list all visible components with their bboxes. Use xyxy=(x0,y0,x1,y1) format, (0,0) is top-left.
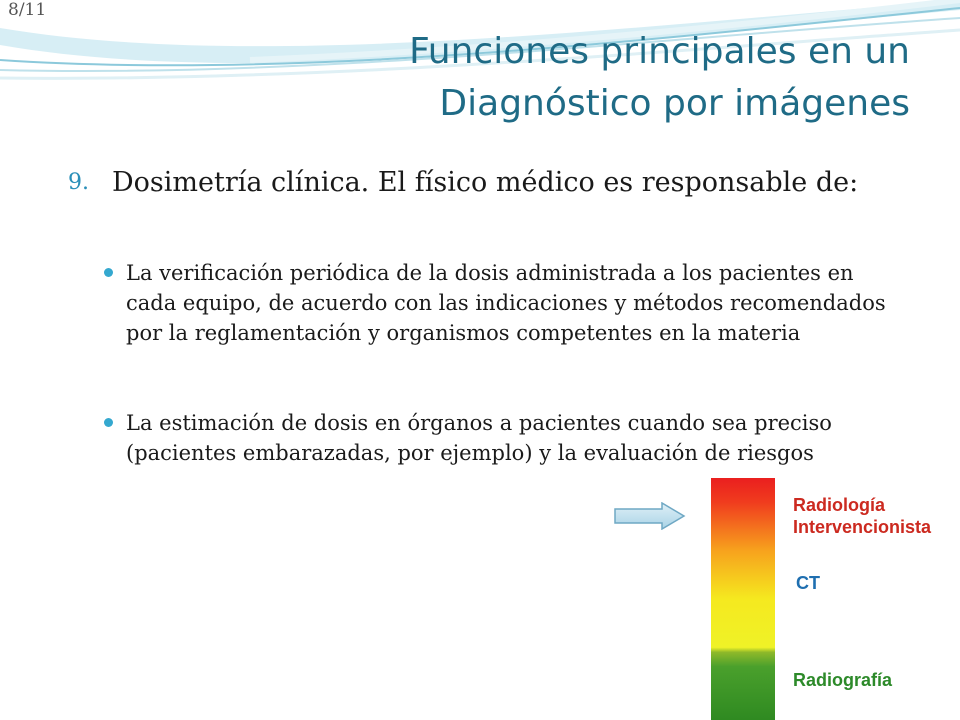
item-text: Dosimetría clínica. El físico médico es responsable de: xyxy=(112,167,859,198)
dose-label-low: Radiografía xyxy=(793,670,893,690)
slide-title-line-2: Diagnóstico por imágenes xyxy=(439,83,910,124)
numbered-item xyxy=(70,164,900,201)
right-arrow-icon xyxy=(614,502,686,530)
slide-title xyxy=(270,26,910,130)
dose-label-high xyxy=(793,494,931,538)
dose-label-high-line-1: Radiología xyxy=(793,495,886,515)
slide-title-line-1: Funciones principales en un xyxy=(409,31,910,72)
dose-scale-bar xyxy=(711,478,775,720)
dose-label-high-line-2: Intervencionista xyxy=(793,517,932,537)
bullet-dot-icon xyxy=(104,268,113,277)
bullet-text-1: La verificación periódica de la dosis administrada a los pacientes en cada equipo, de acuerdo con las indicaciones y métodos recomendados por la reglamentación y organismos competentes en la materia xyxy=(126,261,886,345)
bullet-text-2: La estimación de dosis en órganos a pacientes cuando sea preciso (pacientes embarazadas, por ejemplo) y la evaluación de riesgos xyxy=(126,411,832,465)
page-number: 8/11 xyxy=(8,0,47,20)
dose-label-mid: CT xyxy=(796,573,820,593)
bullet-item-2 xyxy=(104,408,899,468)
bullet-item-1 xyxy=(104,258,899,348)
bullet-dot-icon xyxy=(104,418,113,427)
item-number: 9. xyxy=(68,170,89,195)
